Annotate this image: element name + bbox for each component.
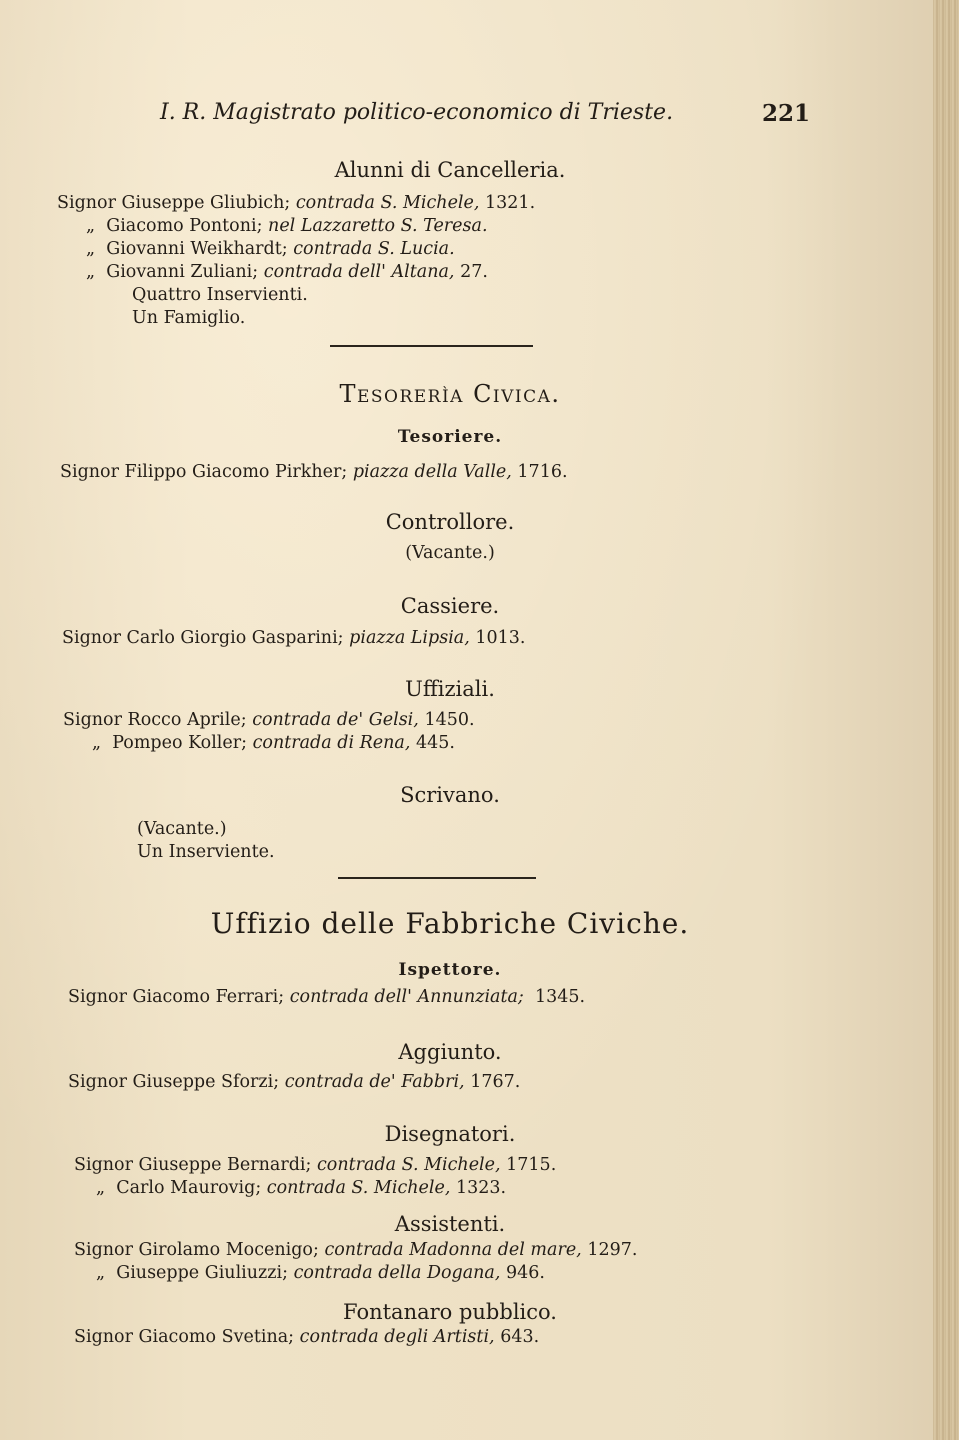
entry-name: Pompeo Koller;	[112, 733, 248, 753]
entry-address: contrada dell' Annunziata;	[289, 987, 524, 1007]
entry-name: Giuseppe Gliubich;	[121, 193, 291, 213]
scrivano-line: Un Inserviente.	[137, 842, 275, 862]
tesoriere-heading: Tesoriere.	[397, 427, 503, 447]
alunni-heading: Alunni di Cancelleria.	[334, 158, 566, 182]
entry-number: 1323.	[455, 1178, 507, 1198]
entry-name: Giovanni Zuliani;	[106, 262, 259, 282]
ispettore-heading: Ispettore.	[398, 960, 502, 980]
entry-number: 643.	[500, 1327, 540, 1347]
entry-number: 1715.	[506, 1155, 557, 1175]
entry-address: contrada de' Fabbri,	[284, 1072, 465, 1092]
entry-prefix: Signor	[57, 193, 116, 213]
entry-number: 946.	[506, 1263, 545, 1283]
entry-address: contrada S. Lucia.	[293, 239, 455, 259]
entry-prefix: „	[86, 262, 96, 282]
section-divider	[338, 877, 536, 879]
section-divider	[330, 345, 533, 347]
tesoriere-entry	[60, 462, 568, 482]
controllore-note: (Vacante.)	[405, 543, 495, 563]
entry-prefix: Signor	[74, 1240, 133, 1260]
entry-number: 27.	[460, 262, 488, 282]
assistenti-entry	[96, 1263, 545, 1283]
scrivano-heading: Scrivano.	[400, 783, 500, 807]
entry-address: contrada de' Gelsi,	[252, 710, 419, 730]
header-title: I. R. Magistrato politico-economico di Trieste.	[160, 100, 674, 125]
page-edge	[933, 0, 959, 1440]
entry-number: 445.	[416, 733, 455, 753]
entry-prefix: Signor	[74, 1327, 133, 1347]
entry-name: Giuseppe Sforzi;	[132, 1072, 280, 1092]
entry-address: contrada della Dogana,	[293, 1263, 501, 1283]
entry-address: contrada S. Michele,	[295, 193, 480, 213]
entry-prefix: Signor	[62, 628, 121, 648]
entry-prefix: Signor	[63, 710, 122, 730]
entry-address: contrada Madonna del mare,	[324, 1240, 582, 1260]
entry-number: 1297.	[587, 1240, 638, 1260]
entry-address: piazza della Valle,	[352, 462, 512, 482]
tesoreria-title: Tesorerìa Civica.	[339, 380, 561, 408]
entry-prefix: „	[86, 239, 96, 259]
entry-address: contrada di Rena,	[252, 733, 411, 753]
entry-name: Giovanni Weikhardt;	[106, 239, 288, 259]
entry-prefix: „	[96, 1178, 106, 1198]
entry-address: nel Lazzaretto S. Teresa.	[268, 216, 488, 236]
assistenti-entry	[74, 1240, 637, 1260]
entry-number: 1450.	[424, 710, 475, 730]
entry-address: contrada S. Michele,	[316, 1155, 501, 1175]
entry-prefix: „	[86, 216, 96, 236]
entry-number: 1767.	[470, 1072, 521, 1092]
entry-prefix: Signor	[60, 462, 119, 482]
entry-name: Filippo Giacomo Pirkher;	[124, 462, 348, 482]
entry-address: contrada degli Artisti,	[299, 1327, 495, 1347]
entry-address: piazza Lipsia,	[349, 628, 470, 648]
entry-name: Giacomo Ferrari;	[132, 987, 285, 1007]
assistenti-heading: Assistenti.	[394, 1212, 506, 1236]
alunni-entry	[86, 262, 488, 282]
entry-prefix: Signor	[68, 987, 127, 1007]
aggiunto-entry	[68, 1072, 520, 1092]
disegnatori-entry	[96, 1178, 506, 1198]
fontanaro-heading: Fontanaro pubblico.	[343, 1300, 557, 1324]
alunni-entry	[86, 216, 488, 236]
cassiere-entry	[62, 628, 526, 648]
disegnatori-heading: Disegnatori.	[384, 1122, 516, 1146]
alunni-extra: Quattro Inservienti.	[132, 285, 308, 305]
entry-name: Carlo Giorgio Gasparini;	[126, 628, 344, 648]
entry-address: contrada S. Michele,	[266, 1178, 451, 1198]
entry-name: Giuseppe Bernardi;	[138, 1155, 312, 1175]
entry-name: Giacomo Pontoni;	[106, 216, 263, 236]
fabbriche-title: Uffizio delle Fabbriche Civiche.	[210, 907, 690, 940]
aggiunto-heading: Aggiunto.	[398, 1040, 502, 1064]
entry-number: 1716.	[517, 462, 568, 482]
controllore-heading: Controllore.	[385, 510, 515, 534]
uffiziali-heading: Uffiziali.	[405, 677, 495, 701]
alunni-entry	[86, 239, 455, 259]
entry-address: contrada dell' Altana,	[263, 262, 455, 282]
scrivano-line: (Vacante.)	[137, 819, 227, 839]
cassiere-heading: Cassiere.	[400, 594, 500, 618]
entry-name: Girolamo Mocenigo;	[138, 1240, 319, 1260]
uffiziali-entry	[92, 733, 455, 753]
uffiziali-entry	[63, 710, 475, 730]
disegnatori-entry	[74, 1155, 556, 1175]
entry-name: Giuseppe Giuliuzzi;	[116, 1263, 288, 1283]
running-header	[160, 100, 810, 125]
entry-prefix: „	[92, 733, 102, 753]
alunni-entry	[57, 193, 535, 213]
ispettore-entry	[68, 987, 585, 1007]
entry-number: 1345.	[534, 987, 586, 1007]
entry-name: Giacomo Svetina;	[138, 1327, 295, 1347]
entry-prefix: Signor	[68, 1072, 127, 1092]
entry-prefix: Signor	[74, 1155, 133, 1175]
entry-number: 1013.	[475, 628, 526, 648]
entry-name: Rocco Aprile;	[127, 710, 247, 730]
page-number: 221	[761, 100, 810, 127]
entry-name: Carlo Maurovig;	[116, 1178, 262, 1198]
entry-prefix: „	[96, 1263, 106, 1283]
entry-number: 1321.	[485, 193, 536, 213]
fontanaro-entry	[74, 1327, 539, 1347]
alunni-extra: Un Famiglio.	[132, 308, 246, 328]
